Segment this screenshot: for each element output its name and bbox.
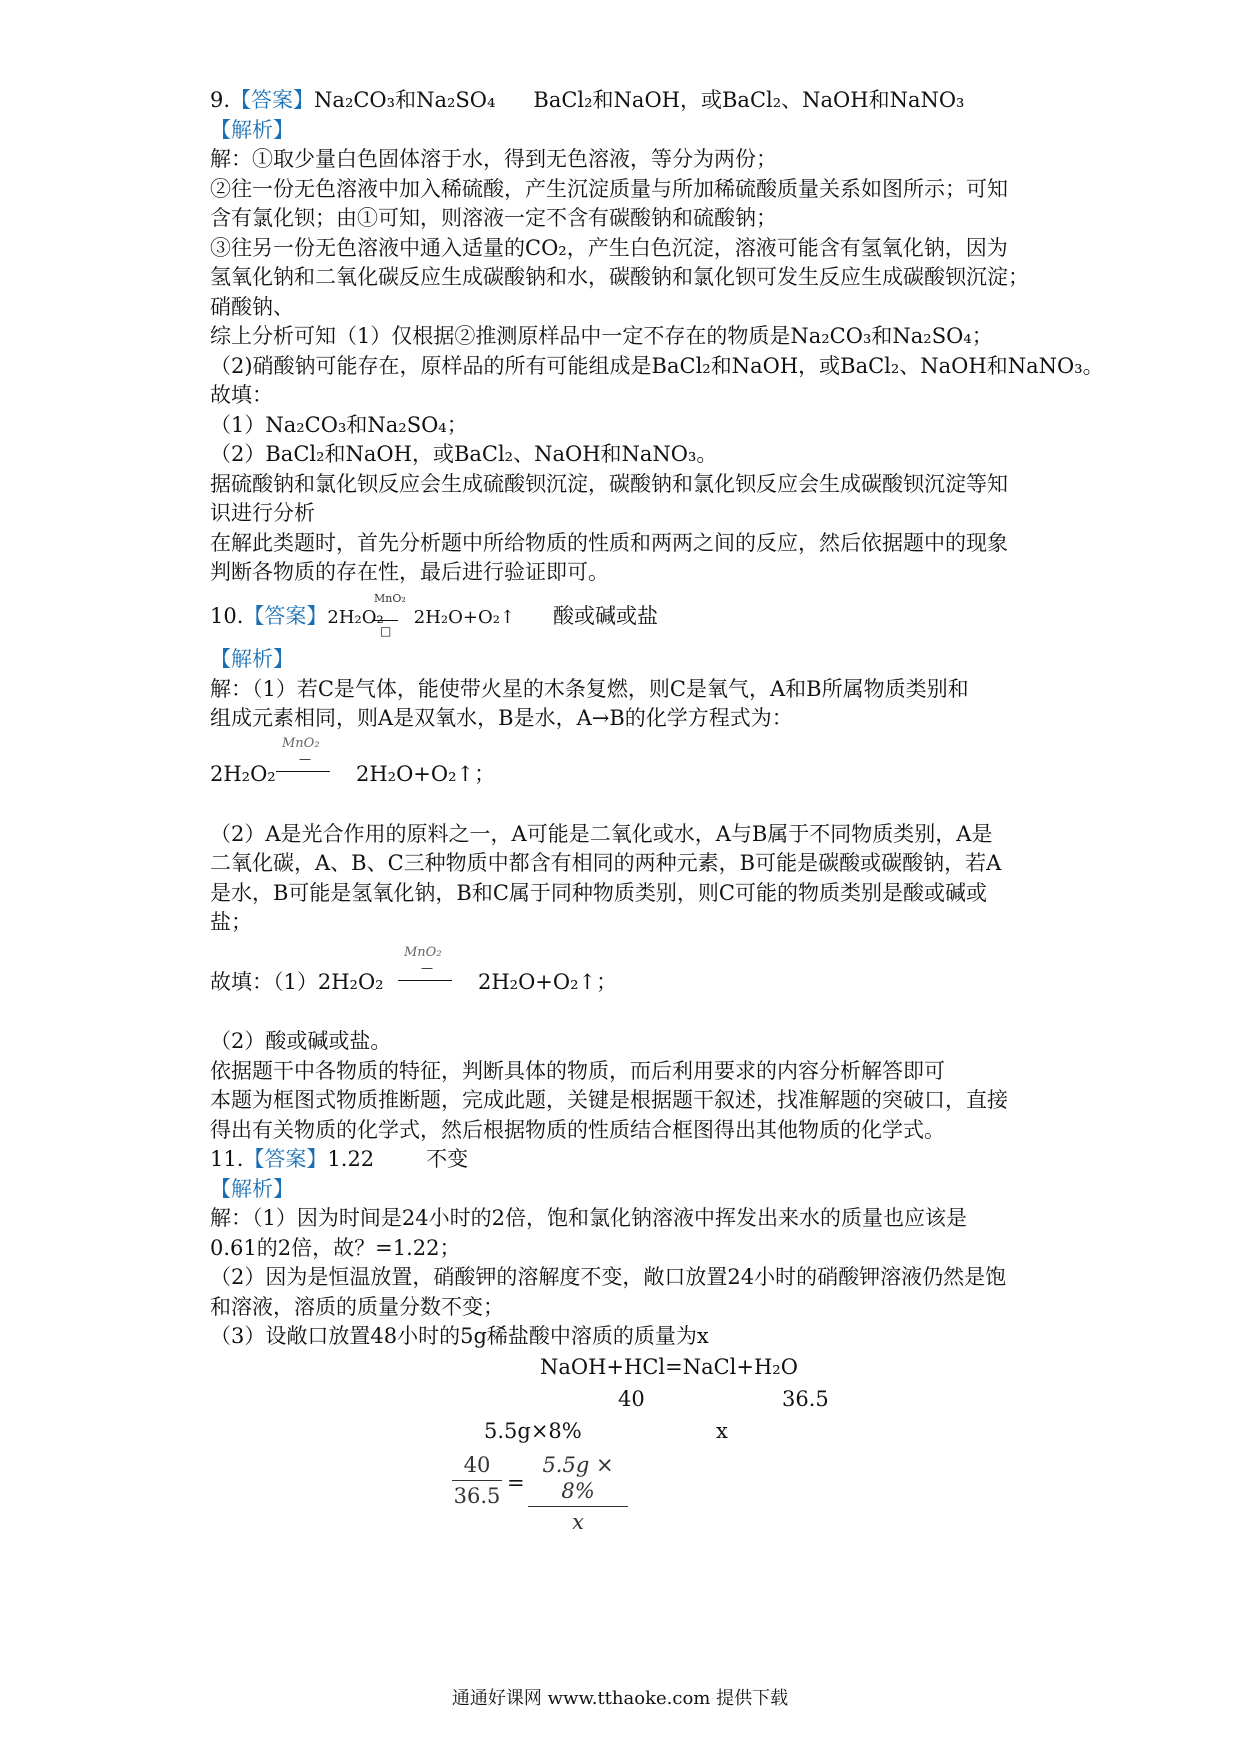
q10-answer-tag: 【答案】 [243, 604, 328, 628]
q11-frac-left-num: 40 [463, 1453, 491, 1477]
q11-frac-left-den: 36.5 [453, 1484, 501, 1508]
q11-line: （3）设敞口放置48小时的5g稀盐酸中溶质的质量为x [210, 1324, 709, 1348]
q11-frac-right-num: 5.5g × 8% [542, 1453, 614, 1503]
q10-eq1-condition: MnO₂ [282, 736, 320, 751]
page-footer: 通通好课网 www.tthaoke.com 提供下载 [451, 1688, 789, 1709]
q9-line: ②往一份无色溶液中加入稀硫酸，产生沉淀质量与所加稀硫酸质量关系如图所示；可知 [210, 177, 1008, 201]
q9-line: 硝酸钠、 [210, 295, 294, 319]
q9-line: 判断各物质的存在性，最后进行验证即可。 [210, 560, 609, 584]
q9-line: 故填： [210, 383, 273, 407]
q10-line: 本题为框图式物质推断题，完成此题，关键是根据题干叙述，找准解题的突破口，直接 [210, 1088, 1008, 1112]
q10-line: 是水，B可能是氢氧化钠，B和C属于同种物质类别，则C可能的物质类别是酸或碱或 [210, 881, 987, 905]
q10-eq2-prefix: 故填：（1）2H₂O₂ [210, 970, 384, 994]
q10-eq-box: □ [380, 624, 392, 638]
q9-line: （2)硝酸钠可能存在，原样品的所有可能组成是BaCl₂和NaOH，或BaCl₂、NaOH和NaNO₃。 [210, 354, 1104, 378]
q11-line: （2）因为是恒温放置，硝酸钾的溶解度不变，敞口放置24小时的硝酸钾溶液仍然是饱 [210, 1265, 1007, 1289]
q11-answer-b: 不变 [426, 1147, 469, 1171]
q11-frac-equals: = [507, 1471, 525, 1495]
q10-number: 10. [210, 604, 244, 628]
q10-eq-bar [372, 620, 398, 621]
q10-answer-b: 酸或碱或盐 [553, 604, 659, 628]
q9-line: 含有氯化钡；由①可知，则溶液一定不含有碳酸钠和硫酸钠； [210, 206, 777, 230]
q9-answer-b: BaCl₂和NaOH，或BaCl₂、NaOH和NaNO₃ [533, 88, 965, 112]
q11-frac-right-rule [528, 1506, 628, 1507]
q11-frac-right-den: x [572, 1510, 584, 1534]
q9-number: 9. [210, 88, 231, 112]
q11-answer-a: 1.22 [327, 1147, 375, 1171]
q11-mass-x: x [716, 1419, 728, 1443]
q9-line: （2）BaCl₂和NaOH，或BaCl₂、NaOH和NaNO₃。 [210, 442, 718, 466]
q11-fraction-left [452, 1452, 502, 1509]
q9-answer-tag: 【答案】 [230, 88, 315, 112]
q10-eq-right: 2H₂O+O₂↑ [413, 607, 516, 628]
q11-reaction: NaOH+HCl=NaCl+H₂O [540, 1355, 798, 1379]
q10-eq2-bar [398, 980, 452, 981]
q11-frac-left-rule [452, 1480, 502, 1481]
q11-number: 11. [210, 1147, 244, 1171]
q11-fraction-right [528, 1452, 628, 1535]
q11-mr-hcl: 36.5 [782, 1387, 829, 1411]
q9-line: ③往另一份无色溶液中通入适量的CO₂，产生白色沉淀，溶液可能含有氢氧化钠，因为 [210, 236, 1008, 260]
q10-line: 盐； [210, 910, 252, 934]
q11-answer-tag: 【答案】 [243, 1147, 328, 1171]
q9-line: 氢氧化钠和二氧化碳反应生成碳酸钠和水，碳酸钠和氯化钡可发生反应生成碳酸钡沉淀； [210, 265, 1029, 289]
q10-line: 组成元素相同，则A是双氧水，B是水，A→B的化学方程式为： [210, 706, 793, 730]
q10-eq1-left: 2H₂O₂ [210, 762, 276, 786]
q9-line: 解：①取少量白色固体溶于水，得到无色溶液，等分为两份； [210, 147, 777, 171]
q11-line: 解：（1）因为时间是24小时的2倍，饱和氯化钠溶液中挥发出来水的质量也应该是 [210, 1206, 967, 1230]
q11-line: 和溶液，溶质的质量分数不变； [210, 1295, 504, 1319]
q11-analysis-tag: 【解析】 [210, 1177, 294, 1201]
q9-line: 据硫酸钠和氯化钡反应会生成硫酸钡沉淀，碳酸钠和氯化钡反应会生成碳酸钡沉淀等知 [210, 472, 1008, 496]
q10-eq2-right: 2H₂O+O₂↑； [478, 970, 618, 994]
q11-line: 0.61的2倍，故？=1.22； [210, 1236, 461, 1260]
q10-line: （2）酸或碱或盐。 [210, 1029, 392, 1053]
q10-eq-condition: MnO₂ [374, 592, 406, 605]
q11-mr-naoh: 40 [618, 1387, 645, 1411]
q10-line: 依据题干中各物质的特征，判断具体的物质，而后利用要求的内容分析解答即可 [210, 1059, 945, 1083]
q10-answer-line [210, 602, 658, 632]
q9-answer-a: Na₂CO₃和Na₂SO₄ [314, 88, 496, 112]
q10-line: 解：（1）若C是气体，能使带火星的木条复燃，则C是氧气，A和B所属物质类别和 [210, 677, 969, 701]
q10-analysis-tag: 【解析】 [210, 647, 294, 671]
q9-answer-line [210, 86, 964, 114]
q10-eq2-condition: MnO₂ [404, 945, 442, 960]
q9-line: 综上分析可知（1）仅根据②推测原样品中一定不存在的物质是Na₂CO₃和Na₂SO₄； [210, 324, 993, 348]
q9-line: 识进行分析 [210, 501, 315, 525]
q9-line: 在解此类题时，首先分析题中所给物质的性质和两两之间的反应，然后依据题中的现象 [210, 531, 1008, 555]
q10-eq1-bar [276, 771, 330, 772]
q9-line: （1）Na₂CO₃和Na₂SO₄； [210, 413, 468, 437]
q10-eq1-right: 2H₂O+O₂↑； [356, 762, 496, 786]
q10-line: 二氧化碳，A、B、C三种物质中都含有相同的两种元素，B可能是碳酸或碳酸钠，若A [210, 851, 1002, 875]
q11-mass-naoh: 5.5g×8% [484, 1419, 582, 1443]
q11-answer-line [210, 1145, 468, 1173]
q10-eq2-dash: — [421, 961, 433, 975]
q9-analysis-tag: 【解析】 [210, 118, 294, 142]
q10-line: （2）A是光合作用的原料之一，A可能是二氧化或水，A与B属于不同物质类别，A是 [210, 822, 993, 846]
q10-eq-left: 2H₂O₂ [327, 607, 384, 628]
q10-eq1-dash: — [299, 752, 311, 766]
q10-line: 得出有关物质的化学式，然后根据物质的性质结合框图得出其他物质的化学式。 [210, 1118, 945, 1142]
